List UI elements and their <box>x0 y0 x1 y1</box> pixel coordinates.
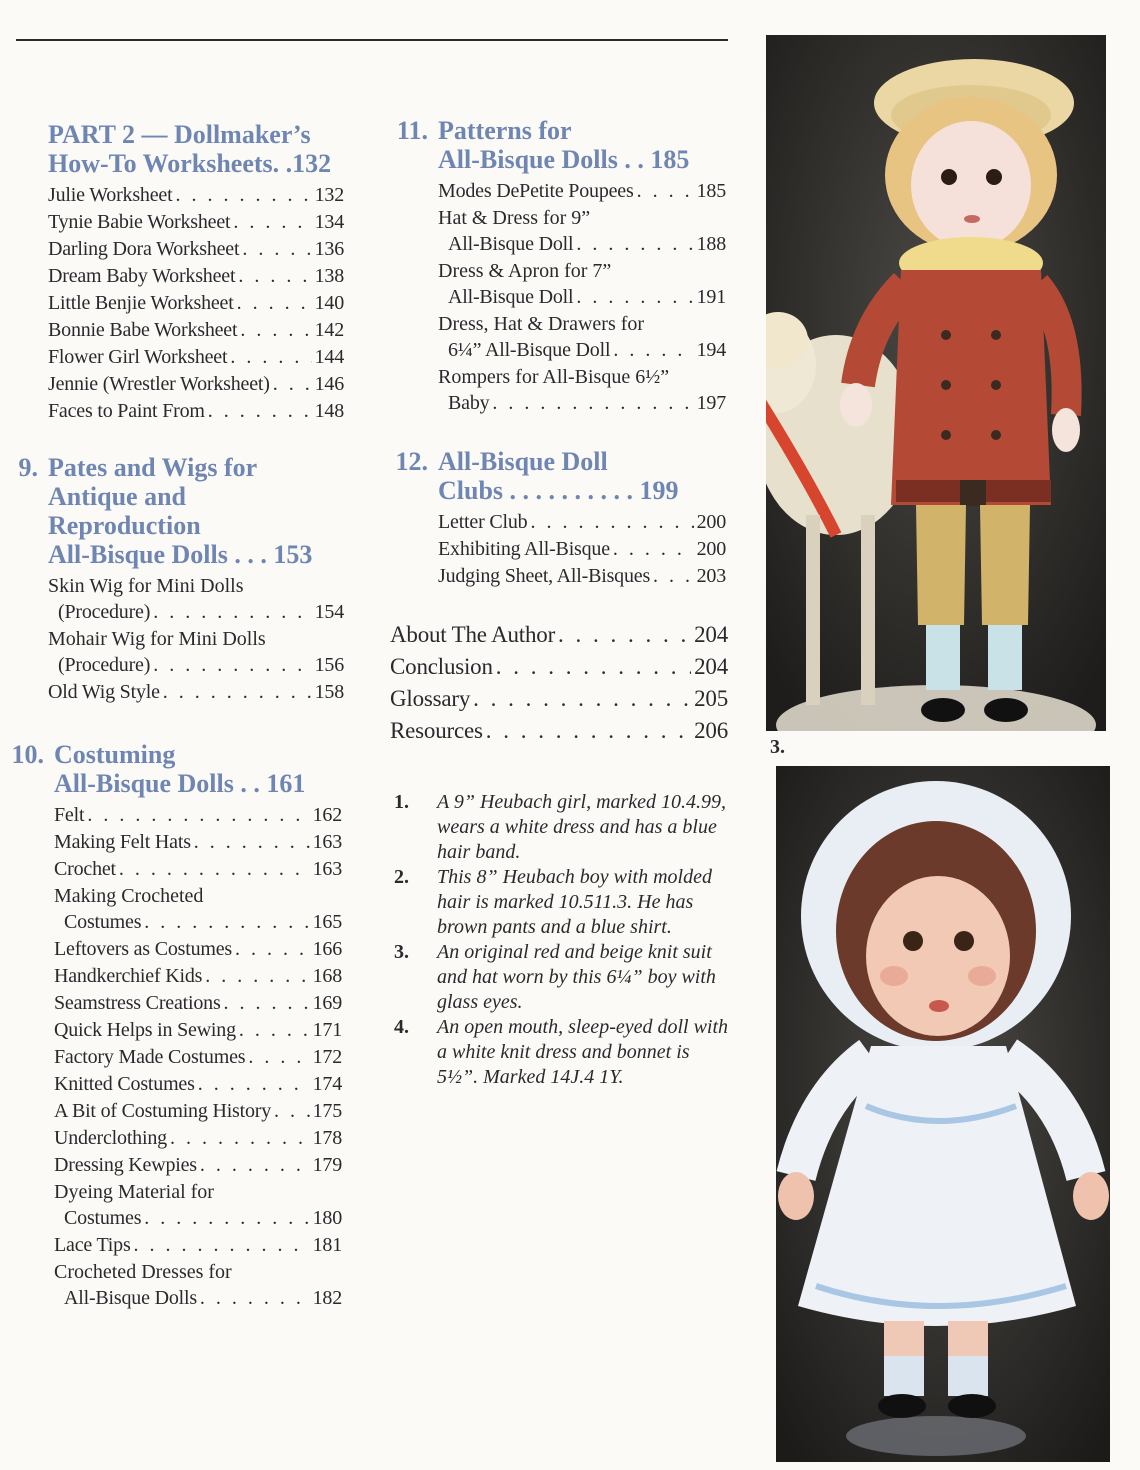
toc-entry-page: 163 <box>312 858 342 880</box>
chapter-9-section <box>18 453 344 706</box>
toc-entry <box>54 802 342 829</box>
toc-entry-page: 191 <box>696 286 726 308</box>
toc-entry-title: Jennie (Wrestler Worksheet) <box>48 373 270 395</box>
leader-dots <box>224 990 310 1017</box>
chapter-9-entry-list <box>48 573 344 706</box>
toc-entry-title: Felt <box>54 804 85 826</box>
caption-item <box>394 790 734 865</box>
toc-entry <box>54 1017 342 1044</box>
leader-dots <box>200 1285 310 1312</box>
toc-entry-page: 171 <box>312 1019 342 1041</box>
leader-dots <box>273 371 312 398</box>
toc-entry-title: (Procedure) <box>58 601 151 623</box>
toc-entry-title: Judging Sheet, All-Bisques <box>438 565 651 587</box>
chapter-10-number: 10. <box>11 740 44 769</box>
toc-entry-title: Little Benjie Worksheet <box>48 292 234 314</box>
toc-entry-first-line: Rompers for All-Bisque 6½” <box>438 366 670 388</box>
toc-entry-title: Tynie Babie Worksheet <box>48 211 231 233</box>
toc-entry-title: Leftovers as Costumes <box>54 938 232 960</box>
toc-entry-page: 197 <box>696 392 726 414</box>
leader-dots <box>194 829 310 856</box>
leader-dots <box>637 178 694 205</box>
caption-item <box>394 865 734 940</box>
toc-entry <box>390 683 728 715</box>
toc-entry <box>48 290 344 317</box>
chapter-12-page: 199 <box>639 476 679 505</box>
toc-entry-title: Darling Dora Worksheet <box>48 238 240 260</box>
toc-entry-page: 203 <box>696 565 726 587</box>
toc-entry <box>48 371 344 398</box>
chapter-10-page: 161 <box>266 769 306 798</box>
toc-entry-first-line: Hat & Dress for 9” <box>438 207 591 229</box>
toc-entry-page: 200 <box>696 538 726 560</box>
toc-entry-page: 165 <box>312 911 342 933</box>
chapter-12-heading <box>395 447 726 505</box>
toc-entry-title: Dressing Kewpies <box>54 1154 197 1176</box>
toc-entry-first-line: Mohair Wig for Mini Dolls <box>48 628 266 650</box>
toc-entry-page: 136 <box>314 238 344 260</box>
toc-entry <box>54 1071 342 1098</box>
photo-captions <box>394 790 734 1090</box>
caption-item <box>394 940 734 1015</box>
leader-dots <box>473 683 691 715</box>
toc-entry-title: All-Bisque Doll <box>448 286 574 308</box>
chapter-9-title-line4: All-Bisque Dolls . . . <box>48 540 267 569</box>
toc-left-column <box>18 120 344 706</box>
leader-dots <box>208 398 312 425</box>
leader-dots <box>530 509 693 536</box>
back-matter-list <box>390 619 728 747</box>
toc-entry <box>390 715 728 747</box>
leader-dots <box>613 337 693 364</box>
toc-entry-title: A Bit of Costuming History <box>54 1100 272 1122</box>
chapter-12-number: 12. <box>395 447 428 476</box>
chapter-9-title-line1: Pates and Wigs for <box>48 453 258 482</box>
toc-entry-first-line: Dyeing Material for <box>54 1181 214 1203</box>
toc-entry-title: 6¼” All-Bisque Doll <box>448 339 611 361</box>
toc-entry <box>54 829 342 856</box>
caption-number: 1. <box>394 791 409 813</box>
leader-dots <box>153 599 311 626</box>
toc-entry <box>54 936 342 963</box>
chapter-9-title-line3: Reproduction <box>48 511 201 540</box>
toc-entry <box>48 599 344 626</box>
leader-dots <box>492 390 693 417</box>
toc-entry-page: 204 <box>694 654 728 679</box>
toc-entry-page: 182 <box>312 1287 342 1309</box>
toc-entry <box>54 1205 342 1232</box>
leader-dots <box>558 619 691 651</box>
toc-entry-page: 172 <box>312 1046 342 1068</box>
toc-entry <box>438 563 726 590</box>
toc-entry-title: Costumes <box>64 1207 142 1229</box>
toc-entry-page: 181 <box>312 1234 342 1256</box>
leader-dots <box>144 1205 309 1232</box>
photo-girl-doll-white-dress <box>776 766 1110 1462</box>
chapter-12-entry-list <box>438 509 726 590</box>
toc-entry-title: Seamstress Creations <box>54 992 221 1014</box>
caption-number: 4. <box>394 1016 409 1038</box>
toc-entry <box>438 231 726 258</box>
toc-entry-page: 142 <box>314 319 344 341</box>
toc-entry-first-line: Making Crocheted <box>54 885 204 907</box>
toc-entry-first-line: Dress, Hat & Drawers for <box>438 313 645 335</box>
toc-entry <box>48 236 344 263</box>
part2-entry-list <box>48 182 344 425</box>
leader-dots <box>134 1232 310 1259</box>
toc-entry-title: Glossary <box>390 686 471 711</box>
toc-entry <box>54 1125 342 1152</box>
toc-entry-title: Letter Club <box>438 511 528 533</box>
toc-entry-page: 154 <box>314 601 344 623</box>
chapter-10-title-line1: Costuming <box>54 740 176 769</box>
part2-title-line1: PART 2 — Dollmaker’s <box>48 120 311 149</box>
toc-entry-page: 132 <box>314 184 344 206</box>
toc-entry-page: 204 <box>694 622 728 647</box>
toc-entry-page: 205 <box>694 686 728 711</box>
toc-entry-page: 146 <box>314 373 344 395</box>
toc-entry <box>48 344 344 371</box>
toc-entry-page: 174 <box>312 1073 342 1095</box>
chapter-11-title-line1: Patterns for <box>438 116 572 145</box>
leader-dots <box>496 651 691 683</box>
toc-entry-title: Modes DePetite Poupees <box>438 180 634 202</box>
chapter-10-section <box>11 740 342 1312</box>
caption-number: 3. <box>394 941 409 963</box>
leader-dots <box>653 563 694 590</box>
toc-entry-page: 158 <box>314 681 344 703</box>
toc-entry <box>438 178 726 205</box>
toc-entry-page: 200 <box>696 511 726 533</box>
toc-entry-title: Factory Made Costumes <box>54 1046 246 1068</box>
toc-entry-title: Flower Girl Worksheet <box>48 346 228 368</box>
leader-dots <box>238 263 311 290</box>
chapter-11-entry-list <box>438 178 726 417</box>
leader-dots <box>198 1071 310 1098</box>
part2-heading <box>48 120 344 178</box>
toc-entry-page: 138 <box>314 265 344 287</box>
toc-entry-page: 148 <box>314 400 344 422</box>
chapter-10-heading <box>11 740 342 798</box>
chapter-11-heading <box>396 116 726 174</box>
chapter-9-heading <box>18 453 344 569</box>
toc-entry <box>390 651 728 683</box>
leader-dots <box>240 317 311 344</box>
leader-dots <box>230 344 311 371</box>
leader-dots <box>233 209 311 236</box>
toc-entry-page: 156 <box>314 654 344 676</box>
toc-entry-title: Faces to Paint From <box>48 400 205 422</box>
caption-text: An original red and beige knit suit and hat worn by this 6¼” boy with glass eyes. <box>437 941 716 1013</box>
chapter-12-section <box>395 447 726 590</box>
toc-entry-first-line: Crocheted Dresses for <box>54 1261 232 1283</box>
toc-entry <box>54 1232 342 1259</box>
chapter-9-page: 153 <box>273 540 313 569</box>
toc-entry-title: All-Bisque Doll <box>448 233 574 255</box>
leader-dots <box>87 802 309 829</box>
toc-entry <box>54 963 342 990</box>
toc-entry <box>438 284 726 311</box>
chapter-12-title-line2: Clubs . . . . . . . . . . <box>438 476 634 505</box>
chapter-10-title-line2: All-Bisque Dolls . . <box>54 769 260 798</box>
toc-entry-title: Resources <box>390 718 483 743</box>
leader-dots <box>235 936 310 963</box>
top-rule <box>16 39 728 41</box>
toc-entry <box>54 909 342 936</box>
toc-entry <box>48 209 344 236</box>
leader-dots <box>144 909 309 936</box>
caption-text: This 8” Heubach boy with molded hair is marked 10.511.3. He has brown pants and a blue shirt. <box>437 866 712 938</box>
toc-entry <box>438 390 726 417</box>
toc-entry-title: Crochet <box>54 858 116 880</box>
toc-entry-title: Underclothing <box>54 1127 167 1149</box>
photo-3-label: 3. <box>770 736 785 758</box>
toc-entry <box>48 652 344 679</box>
toc-entry <box>390 619 728 651</box>
toc-entry-title: Handkerchief Kids <box>54 965 203 987</box>
caption-item <box>394 1015 734 1090</box>
toc-entry-page: 178 <box>312 1127 342 1149</box>
toc-entry <box>48 182 344 209</box>
boy-doll-illustration <box>766 35 1106 731</box>
toc-entry <box>438 536 726 563</box>
leader-dots <box>237 290 312 317</box>
toc-entry-title: Baby <box>448 392 490 414</box>
leader-dots <box>170 1125 310 1152</box>
chapter-11-title-line2: All-Bisque Dolls . . <box>438 145 644 174</box>
leader-dots <box>205 963 309 990</box>
leader-dots <box>486 715 691 747</box>
toc-entry-first-line: Skin Wig for Mini Dolls <box>48 575 244 597</box>
toc-entry-page: 168 <box>312 965 342 987</box>
leader-dots <box>242 236 311 263</box>
leader-dots <box>153 652 311 679</box>
toc-entry-title: Costumes <box>64 911 142 933</box>
leader-dots <box>175 182 311 209</box>
toc-entry-page: 162 <box>312 804 342 826</box>
toc-entry-title: Bonnie Babe Worksheet <box>48 319 238 341</box>
toc-entry-page: 180 <box>312 1207 342 1229</box>
toc-entry-page: 169 <box>312 992 342 1014</box>
toc-entry <box>438 509 726 536</box>
toc-entry <box>48 317 344 344</box>
toc-entry-title: All-Bisque Dolls <box>64 1287 197 1309</box>
chapter-11-number: 11. <box>396 116 428 145</box>
toc-entry-page: 185 <box>696 180 726 202</box>
toc-left-column-lower <box>11 740 342 1312</box>
toc-entry <box>48 398 344 425</box>
caption-text: An open mouth, sleep-eyed doll with a white knit dress and bonnet is 5½”. Marked 14J.4 1Y. <box>437 1016 729 1088</box>
toc-entry-page: 188 <box>696 233 726 255</box>
toc-entry <box>48 263 344 290</box>
toc-entry-page: 206 <box>694 718 728 743</box>
leader-dots <box>239 1017 310 1044</box>
toc-entry <box>54 1098 342 1125</box>
leader-dots <box>163 679 312 706</box>
leader-dots <box>119 856 310 883</box>
toc-entry-title: Dream Baby Worksheet <box>48 265 236 287</box>
toc-entry-page: 163 <box>312 831 342 853</box>
toc-entry <box>54 1285 342 1312</box>
toc-entry-page: 144 <box>314 346 344 368</box>
toc-entry <box>48 679 344 706</box>
toc-entry-title: Knitted Costumes <box>54 1073 195 1095</box>
leader-dots <box>248 1044 309 1071</box>
toc-entry-page: 166 <box>312 938 342 960</box>
part2-title-line2: How-To Worksheets. .132 <box>48 149 332 178</box>
toc-entry <box>438 337 726 364</box>
toc-entry-title: (Procedure) <box>58 654 151 676</box>
toc-entry <box>54 990 342 1017</box>
girl-doll-illustration <box>776 766 1110 1462</box>
leader-dots <box>200 1152 310 1179</box>
toc-entry-title: Exhibiting All-Bisque <box>438 538 610 560</box>
chapter-12-title-line1: All-Bisque Doll <box>438 447 608 476</box>
toc-entry-title: Quick Helps in Sewing <box>54 1019 236 1041</box>
photo-boy-doll-with-lamb <box>766 35 1106 731</box>
toc-entry-title: Old Wig Style <box>48 681 160 703</box>
chapter-10-entry-list <box>54 802 342 1312</box>
toc-entry-first-line: Dress & Apron for 7” <box>438 260 612 282</box>
leader-dots <box>613 536 694 563</box>
toc-entry <box>54 1152 342 1179</box>
toc-entry-title: About The Author <box>390 622 556 647</box>
toc-entry-page: 179 <box>312 1154 342 1176</box>
chapter-9-title-line2: Antique and <box>48 482 186 511</box>
toc-entry-title: Lace Tips <box>54 1234 131 1256</box>
toc-entry-page: 134 <box>314 211 344 233</box>
toc-middle-column <box>395 116 726 590</box>
toc-entry-title: Julie Worksheet <box>48 184 173 206</box>
caption-number: 2. <box>394 866 409 888</box>
leader-dots <box>576 231 693 258</box>
caption-text: A 9” Heubach girl, marked 10.4.99, wears a white dress and has a blue hair band. <box>437 791 727 863</box>
toc-entry <box>54 856 342 883</box>
chapter-9-number: 9. <box>18 453 38 482</box>
toc-entry-title: Conclusion <box>390 654 493 679</box>
leader-dots <box>576 284 693 311</box>
toc-entry-page: 194 <box>696 339 726 361</box>
toc-entry <box>54 1044 342 1071</box>
toc-entry-page: 175 <box>312 1100 342 1122</box>
leader-dots <box>274 1098 310 1125</box>
toc-entry-title: Making Felt Hats <box>54 831 191 853</box>
part2-section <box>48 120 344 425</box>
chapter-11-section <box>396 116 726 417</box>
chapter-11-page: 185 <box>650 145 690 174</box>
toc-entry-page: 140 <box>314 292 344 314</box>
